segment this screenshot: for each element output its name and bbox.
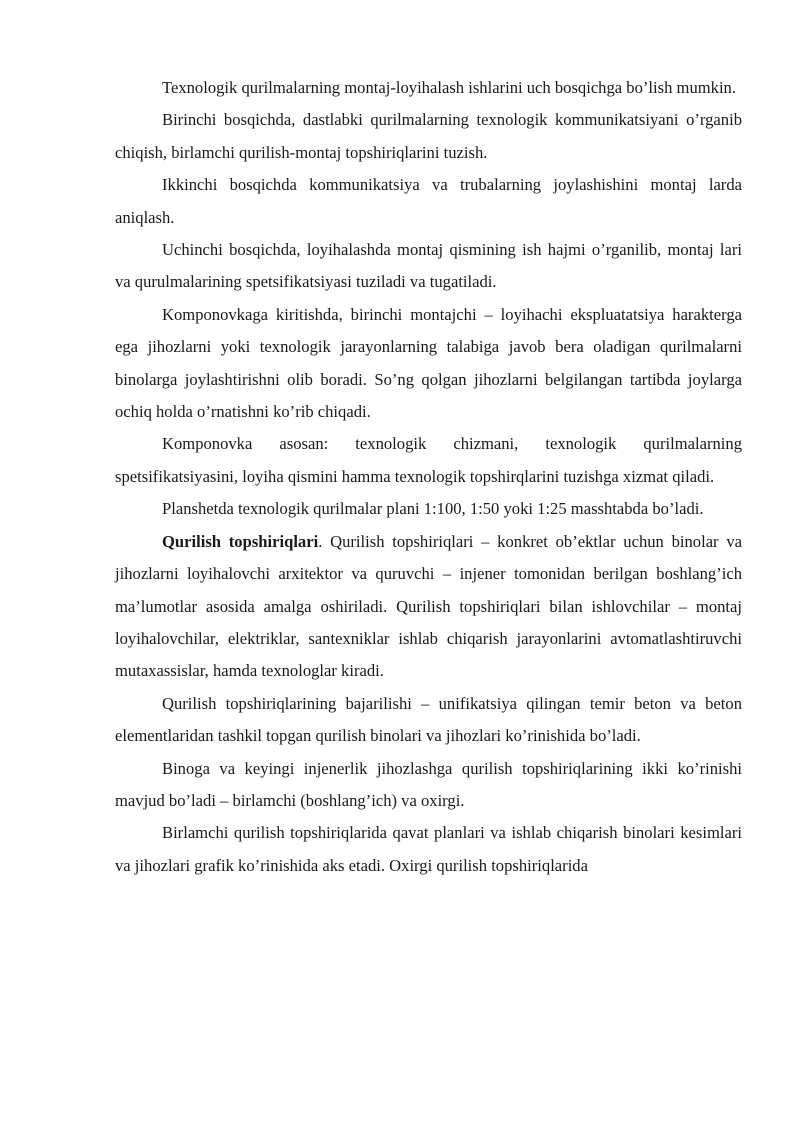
paragraph-3: Ikkinchi bosqichda kommunikatsiya va trubalarning joylashishini montaj larda aniqlash.: [115, 175, 742, 227]
paragraph-6: Komponovka asosan: texnologik chizmani, texnologik qurilmalarning spetsifikatsiyasini, loyiha qismini hamma texnologik topshirqlarini tuzishga xizmat qiladi.: [115, 434, 742, 486]
paragraph-4: Uchinchi bosqichda, loyihalashda montaj qismining ish hajmi o’rganilib, montaj lari va qurulmalarining spetsifikatsiyasi tuziladi va tugatiladi.: [115, 240, 742, 292]
paragraph-1: Texnologik qurilmalarning montaj-loyihalash ishlarini uch bosqichga bo’lish mumkin.: [162, 78, 736, 97]
bold-term: Qurilish topshiriqlari: [162, 531, 319, 551]
paragraph-10: Binoga va keyingi injenerlik jihozlashga qurilish topshiriqlarining ikki ko’rinishi mavjud bo’ladi – birlamchi (boshlang’ich) va oxirgi.: [115, 758, 742, 810]
paragraph-7: Planshetda texnologik qurilmalar plani 1:100, 1:50 yoki 1:25 masshtabda bo’ladi.: [162, 499, 704, 519]
paragraph-9: Qurilish topshiriqlarining bajarilishi – unifikatsiya qilingan temir beton va beton elementlaridan tashkil topgan qurilish binolari va jihozlari ko’rinishida bo’ladi.: [115, 693, 742, 746]
document-page: [115, 72, 742, 882]
paragraph-8: [115, 526, 742, 688]
paragraph-5: Komponovkaga kiritishda, birinchi montajchi – loyihachi ekspluatatsiya harakterga ega jihozlarni yoki texnologik jarayonlarning talabiga javob bera oladigan qurilmalarni binolarga joylashtirishni olib boradi. So’ng qolgan jihozlarni belgilangan tartibda joylarga ochiq holda o’rnatishni ko’rib chiqadi.: [115, 304, 742, 422]
paragraph-11: Birlamchi qurilish topshiriqlarida qavat planlari va ishlab chiqarish binolari kesimlari va jihozlari grafik ko’rinishida aks etadi. Oxirgi qurilish topshiriqlarida: [115, 823, 742, 875]
paragraph-2: Birinchi bosqichda, dastlabki qurilmalarning texnologik kommunikatsiyani o’rganib chiqish, birlamchi qurilish-montaj topshiriqlarini tuzish.: [115, 110, 742, 162]
paragraph-8-text: . Qurilish topshiriqlari – konkret ob’ektlar uchun binolar va jihozlarni loyihalovchi arxitektor va quruvchi – injener tomonidan berilgan boshlang’ich ma’lumotlar asosida amalga oshiriladi. Qurilish topshiriqlari bilan ishlovchilar – montaj loyihalovchilar, elektriklar, santexniklar ishlab chiqarish jarayonlarini avtomatlashtiruvchi mutaxassislar, hamda texnologlar kiradi.: [115, 531, 743, 681]
